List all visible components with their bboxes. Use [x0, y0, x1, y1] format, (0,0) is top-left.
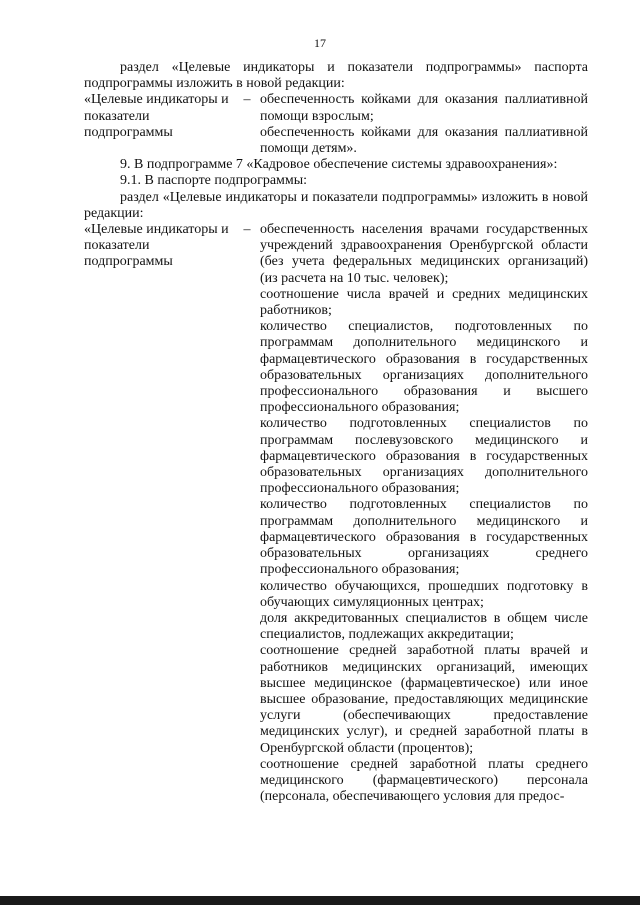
indicator-item: обеспеченность койками для оказания паллиативной помощи детям».	[260, 124, 588, 157]
indicators-term-1: «Целевые индикаторы и показатели подпрограммы	[84, 92, 229, 140]
page-number: 17	[314, 36, 326, 50]
indicator-item: количество обучающихся, прошедших подготовку в обучающих симуляционных центрах;	[260, 578, 588, 610]
indicators-list-2	[260, 222, 588, 805]
indicator-item: количество подготовленных специалистов по программам послевузовского медицинского и фармацевтического образования в государственных образовательных организациях дополнительного профессионального образования;	[260, 416, 588, 497]
indicator-item: соотношение средней заработной платы среднего медицинского (фармацевтического) персонала (персонала, обеспечивающего условия для предос-	[260, 756, 588, 805]
indicator-item: доля аккредитованных специалистов в общем числе специалистов, подлежащих аккредитации;	[260, 610, 588, 643]
intro-paragraph-2: раздел «Целевые индикаторы и показатели подпрограммы» изложить в новой редакции:	[84, 189, 588, 221]
indicator-item: соотношение числа врачей и средних медицинских работников;	[260, 286, 588, 319]
scan-bottom-edge	[0, 896, 640, 905]
indicator-item: соотношение средней заработной платы врачей и работников медицинских организаций, имеющих высшее медицинское (фармацевтическое) или иное высшее образование, предоставляющих медицинские услуги (обеспечивающих предоставление медицинских услуг), и средней заработной платы в Оренбургской области (процентов);	[260, 643, 588, 756]
indicator-item: обеспеченность койками для оказания паллиативной помощи взрослым;	[260, 92, 588, 124]
indicators-row-1	[84, 92, 588, 157]
indicator-item: обеспеченность населения врачами государственных учреждений здравоохранения Оренбургской области (без учета федеральных медицинских организаций) (из расчета на 10 тыс. человек);	[260, 222, 588, 286]
section-9-heading: 9. В подпрограмме 7 «Кадровое обеспечение системы здравоохранения»:	[120, 157, 558, 173]
indicator-item: количество подготовленных специалистов по программам дополнительного медицинского и фармацевтического образования в государственных образовательных организациях среднего профессионального образования;	[260, 497, 588, 578]
dash-2: –	[243, 222, 251, 238]
document-body	[84, 60, 588, 805]
dash-1: –	[243, 92, 251, 108]
indicator-item: количество специалистов, подготовленных по программам дополнительного медицинского и фармацевтического образования в государственных образовательных организациях дополнительного профессионального образования и высшего профессионального образования;	[260, 319, 588, 416]
intro-paragraph-1: раздел «Целевые индикаторы и показатели подпрограммы» паспорта подпрограммы изложить в новой редакции:	[84, 60, 588, 92]
section-9-1-heading: 9.1. В паспорте подпрограммы:	[120, 173, 308, 189]
indicators-row-2	[84, 222, 588, 805]
indicators-list-1	[260, 92, 588, 157]
indicators-term-2: «Целевые индикаторы и показатели подпрограммы	[84, 222, 229, 270]
